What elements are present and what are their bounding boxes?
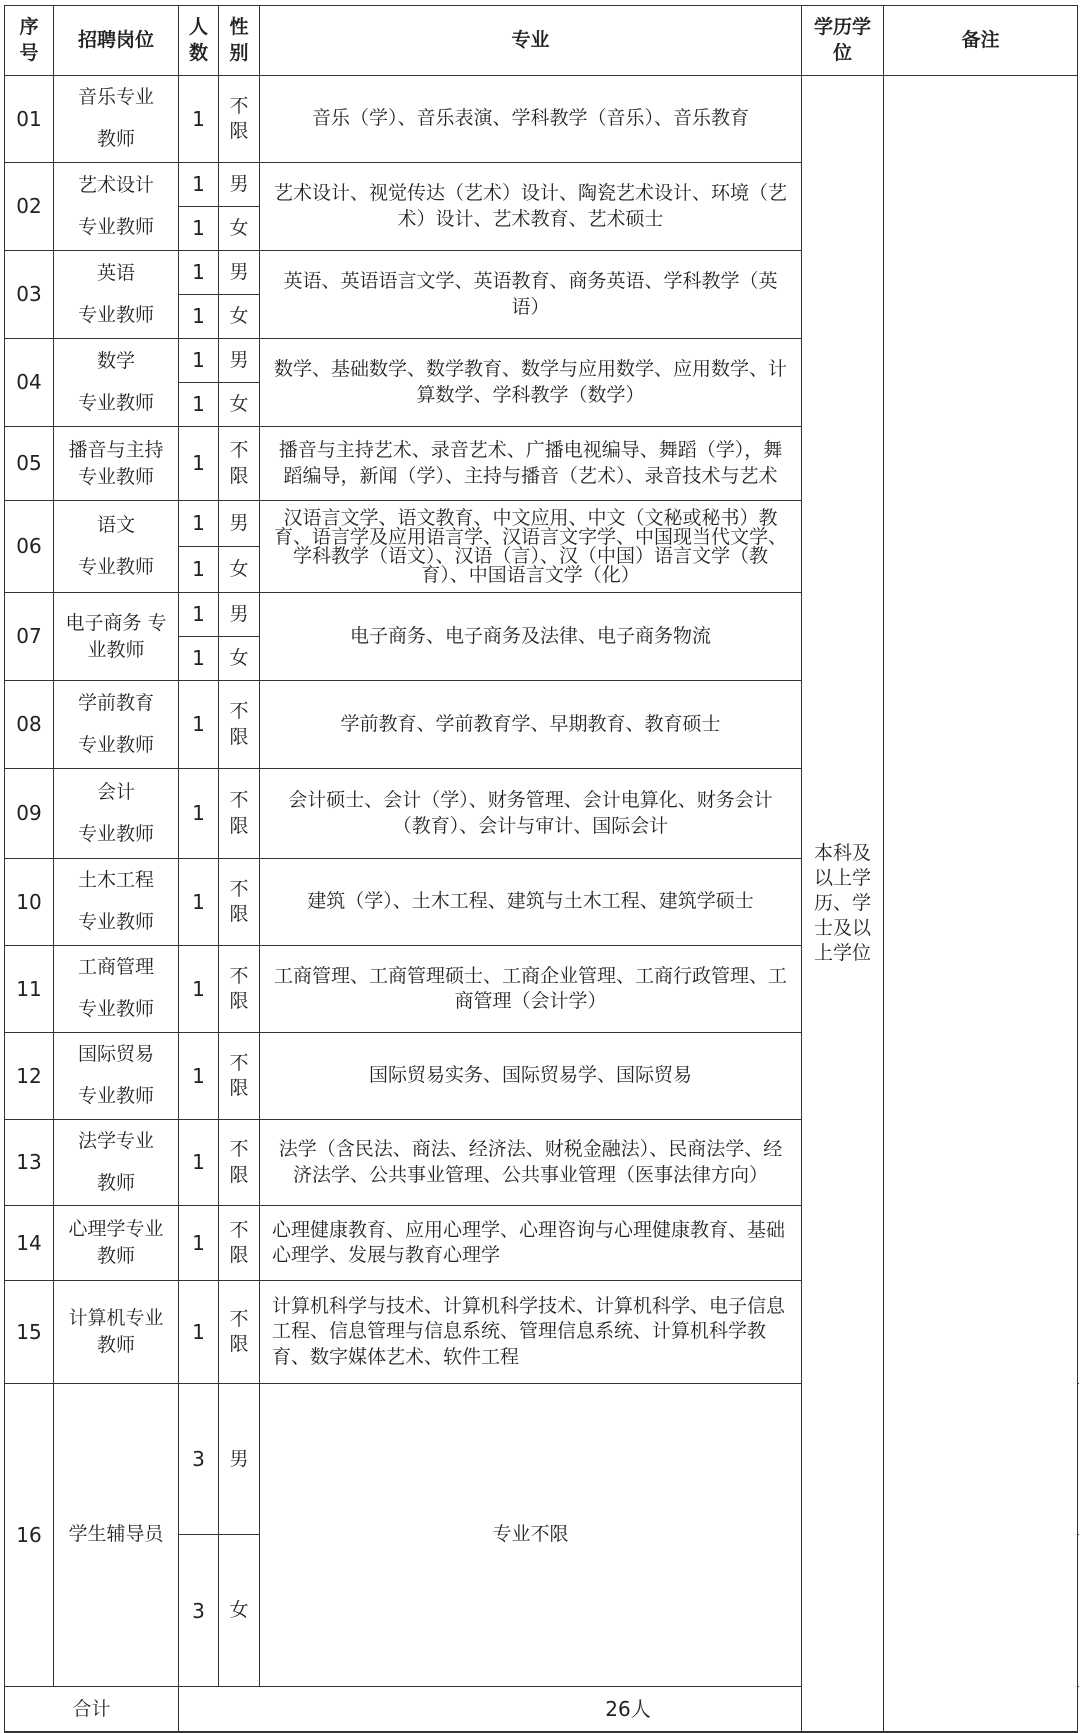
- row-count: 1: [179, 681, 219, 769]
- row-gender: 不 限: [219, 76, 260, 163]
- row-seq: 02: [5, 163, 54, 251]
- row-gender: 女: [219, 1535, 260, 1686]
- row-count: 3: [179, 1384, 219, 1535]
- row-position: 播音与主持 专业教师: [54, 427, 179, 501]
- row-major: 音乐（学）、音乐表演、学科教学（音乐）、音乐教育: [260, 76, 802, 163]
- row-position: 音乐专业 教师: [54, 76, 179, 163]
- row-major: 电子商务、电子商务及法律、电子商务物流: [260, 593, 802, 681]
- row-major: 专业不限: [260, 1384, 802, 1687]
- row-position: 国际贸易 专业教师: [54, 1033, 179, 1120]
- header-remark: 备注: [884, 6, 1078, 76]
- row-gender: 女: [219, 295, 260, 339]
- remark-merged: [884, 76, 1078, 1733]
- recruitment-table-container: [4, 5, 1077, 1721]
- total-value: 26人: [179, 1686, 1078, 1732]
- row-major: 数学、基础数学、数学教育、数学与应用数学、应用数学、计算数学、学科教学（数学）: [260, 339, 802, 427]
- row-position: 会计 专业教师: [54, 769, 179, 859]
- row-count: 1: [179, 163, 219, 207]
- row-seq: 01: [5, 76, 54, 163]
- row-count: 1: [179, 637, 219, 681]
- row-position: 计算机专业 教师: [54, 1281, 179, 1384]
- row-count: 1: [179, 1120, 219, 1206]
- row-seq: 11: [5, 946, 54, 1033]
- row-count: 1: [179, 1281, 219, 1384]
- row-position: 心理学专业 教师: [54, 1206, 179, 1281]
- row-position: 法学专业 教师: [54, 1120, 179, 1206]
- row-gender: 女: [219, 637, 260, 681]
- row-gender: 女: [219, 547, 260, 593]
- table-row: [5, 76, 1078, 163]
- header-gender: 性 别: [219, 6, 260, 76]
- row-count: 1: [179, 295, 219, 339]
- row-seq: 08: [5, 681, 54, 769]
- row-seq: 04: [5, 339, 54, 427]
- header-seq: 序 号: [5, 6, 54, 76]
- row-gender: 不 限: [219, 1281, 260, 1384]
- row-count: 1: [179, 946, 219, 1033]
- row-seq: 07: [5, 593, 54, 681]
- row-gender: 男: [219, 593, 260, 637]
- row-count: 1: [179, 76, 219, 163]
- row-seq: 06: [5, 501, 54, 593]
- row-seq: 16: [5, 1384, 54, 1687]
- row-seq: 03: [5, 251, 54, 339]
- row-count: 1: [179, 207, 219, 251]
- row-seq: 09: [5, 769, 54, 859]
- row-position: 土木工程 专业教师: [54, 859, 179, 946]
- row-major: 国际贸易实务、国际贸易学、国际贸易: [260, 1033, 802, 1120]
- education-merged: 本科及 以上学 历、学 士及以 上学位: [802, 76, 884, 1733]
- row-gender: 不 限: [219, 1206, 260, 1281]
- row-seq: 12: [5, 1033, 54, 1120]
- row-major: 计算机科学与技术、计算机科学技术、计算机科学、电子信息工程、信息管理与信息系统、管理信息系统、计算机科学教育、数字媒体艺术、软件工程: [260, 1281, 802, 1384]
- row-major: 英语、英语语言文学、英语教育、商务英语、学科教学（英语）: [260, 251, 802, 339]
- row-gender: 男: [219, 163, 260, 207]
- row-gender: 男: [219, 251, 260, 295]
- row-gender: 男: [219, 1384, 260, 1535]
- row-seq: 14: [5, 1206, 54, 1281]
- row-count: 1: [179, 1206, 219, 1281]
- row-count: 3: [179, 1535, 219, 1686]
- row-count: 1: [179, 859, 219, 946]
- header-count: 人 数: [179, 6, 219, 76]
- row-seq: 13: [5, 1120, 54, 1206]
- recruitment-table: [4, 5, 1078, 1733]
- row-position: 学生辅导员: [54, 1384, 179, 1687]
- header-position: 招聘岗位: [54, 6, 179, 76]
- row-gender: 女: [219, 207, 260, 251]
- row-position: 学前教育 专业教师: [54, 681, 179, 769]
- row-gender: 不 限: [219, 769, 260, 859]
- row-seq: 05: [5, 427, 54, 501]
- row-count: 1: [179, 383, 219, 427]
- row-count: 1: [179, 1033, 219, 1120]
- row-major: 工商管理、工商管理硕士、工商企业管理、工商行政管理、工商管理（会计学）: [260, 946, 802, 1033]
- row-major: 播音与主持艺术、录音艺术、广播电视编导、舞蹈（学），舞蹈编导，新闻（学）、主持与播音（艺术）、录音技术与艺术: [260, 427, 802, 501]
- row-gender: 男: [219, 339, 260, 383]
- row-position: 英语 专业教师: [54, 251, 179, 339]
- row-position: 工商管理 专业教师: [54, 946, 179, 1033]
- header-major: 专业: [260, 6, 802, 76]
- row-seq: 15: [5, 1281, 54, 1384]
- row-count: 1: [179, 769, 219, 859]
- row-seq: 10: [5, 859, 54, 946]
- row-major: 会计硕士、会计（学）、财务管理、会计电算化、财务会计（教育）、会计与审计、国际会计: [260, 769, 802, 859]
- row-position: 电子商务 专 业教师: [54, 593, 179, 681]
- row-gender: 女: [219, 383, 260, 427]
- row-count: 1: [179, 251, 219, 295]
- row-major: 艺术设计、视觉传达（艺术）设计、陶瓷艺术设计、环境（艺术）设计、艺术教育、艺术硕士: [260, 163, 802, 251]
- row-position: 数学 专业教师: [54, 339, 179, 427]
- row-count: 1: [179, 427, 219, 501]
- row-position: 艺术设计 专业教师: [54, 163, 179, 251]
- row-gender: 不 限: [219, 427, 260, 501]
- row-gender: 不 限: [219, 681, 260, 769]
- row-count: 1: [179, 593, 219, 637]
- row-gender: 不 限: [219, 859, 260, 946]
- row-gender: 男: [219, 501, 260, 547]
- total-row: [5, 1686, 1078, 1732]
- row-gender: 不 限: [219, 1120, 260, 1206]
- row-count: 1: [179, 501, 219, 547]
- row-major: 建筑（学）、土木工程、建筑与土木工程、建筑学硕士: [260, 859, 802, 946]
- row-gender: 不 限: [219, 946, 260, 1033]
- row-position: 语文 专业教师: [54, 501, 179, 593]
- total-label: 合计: [5, 1686, 179, 1732]
- row-major: 心理健康教育、应用心理学、心理咨询与心理健康教育、基础心理学、发展与教育心理学: [260, 1206, 802, 1281]
- header-row: [5, 6, 1078, 76]
- row-major: 法学（含民法、商法、经济法、财税金融法）、民商法学、经济法学、公共事业管理、公共事业管理（医事法律方向）: [260, 1120, 802, 1206]
- row-count: 1: [179, 339, 219, 383]
- header-education: 学历学 位: [802, 6, 884, 76]
- row-gender: 不 限: [219, 1033, 260, 1120]
- row-major: 学前教育、学前教育学、早期教育、教育硕士: [260, 681, 802, 769]
- row-major: 汉语言文学、语文教育、中文应用、中文（文秘或秘书）教育、语言学及应用语言学、汉语言文字学、中国现当代文学、学科教学（语文）、汉语（言）、汉（中国）语言文学（教育）、中国语言文学（化）: [260, 501, 802, 593]
- row-count: 1: [179, 547, 219, 593]
